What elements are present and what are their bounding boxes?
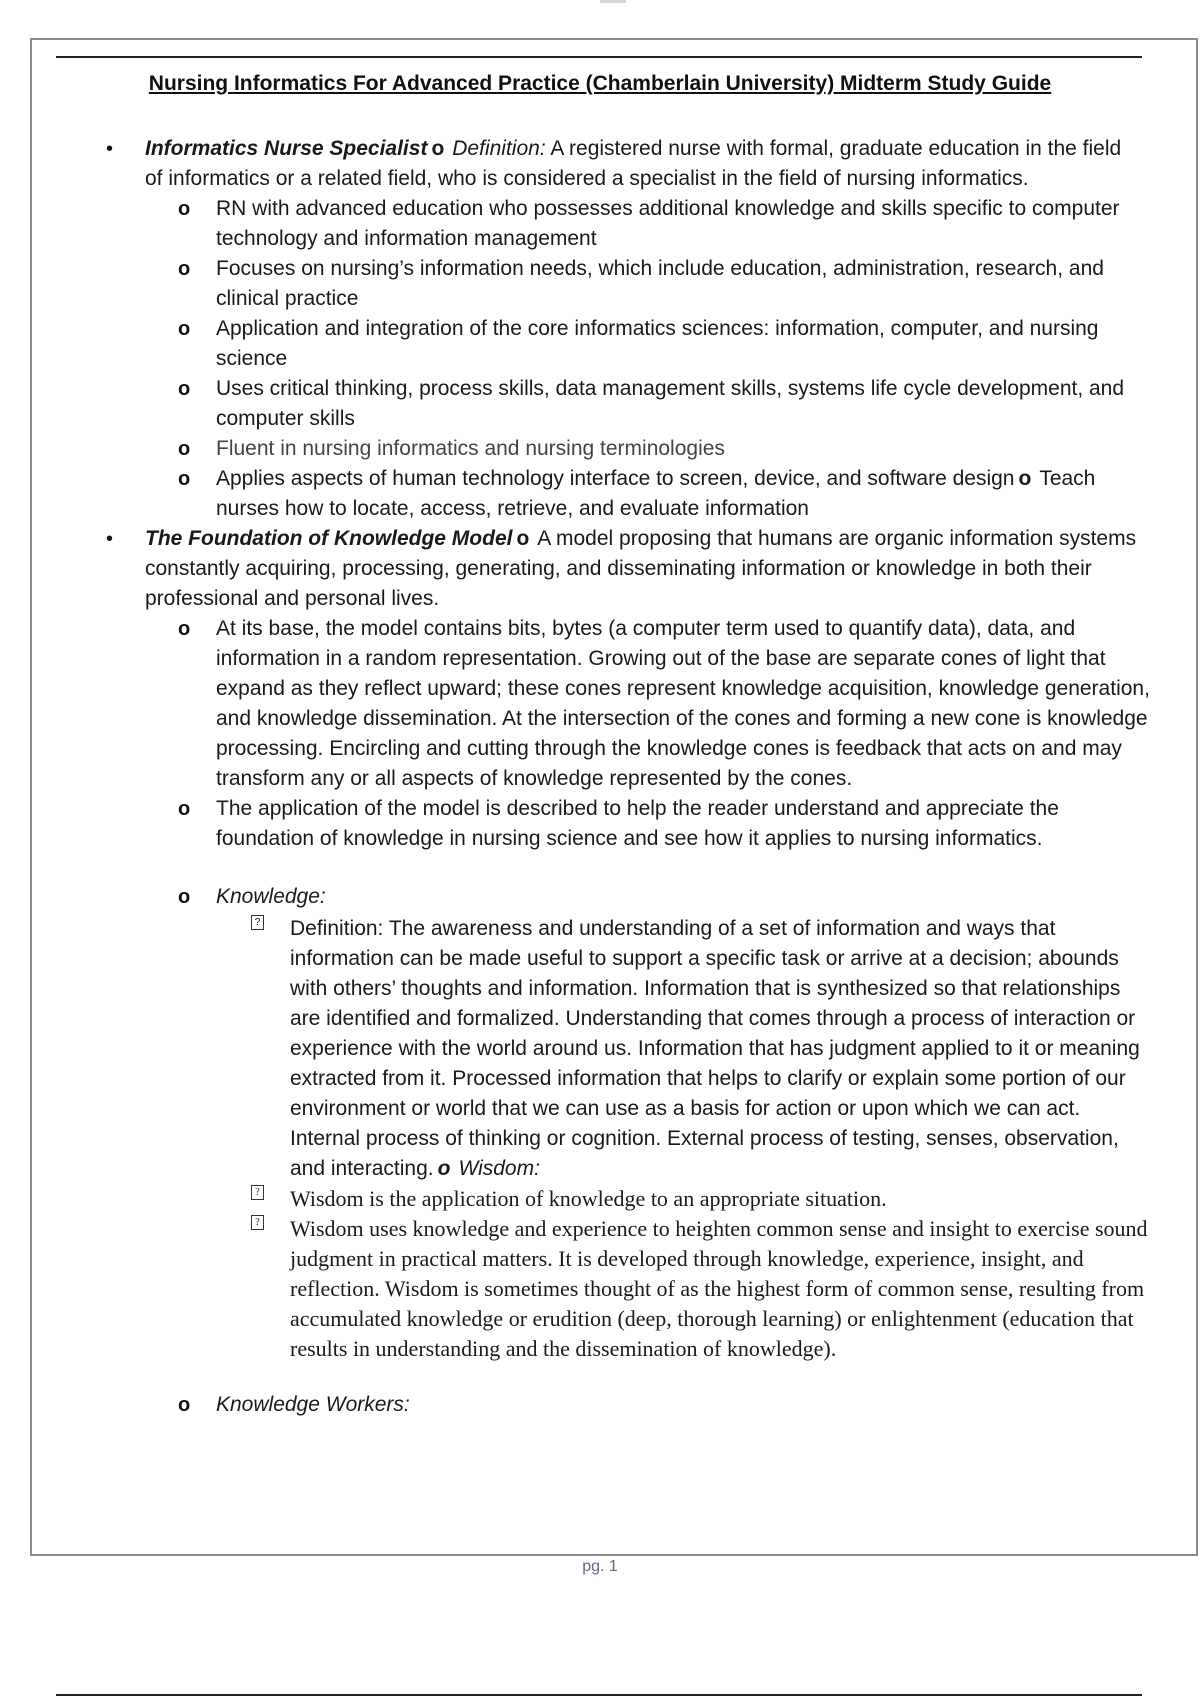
missing-glyph-icon: ? xyxy=(251,1185,264,1200)
bullet-circle: o xyxy=(431,137,445,160)
bullet-dot: • xyxy=(106,528,114,550)
section-heading: The Foundation of Knowledge Model xyxy=(145,527,513,550)
list-item xyxy=(0,434,1156,464)
wisdom-text: Wisdom is the application of knowledge to an appropriate situation. xyxy=(290,1186,887,1211)
list-item-text: The application of the model is described to help the reader understand and appreciate the foundation of knowledge in nursing science and see how it applies to nursing informatics. xyxy=(216,797,1059,850)
bullet-circle: o xyxy=(516,527,530,550)
list-item-text: At its base, the model contains bits, bytes (a computer term used to quantify data), data, and information in a random representation. Growing out of the base are separate cones of light that expand as they reflect upward; these cones represent knowledge acquisition, knowledge generation, and knowledge dissemination. At the intersection of the cones and forming a new cone is knowledge processing. Encircling and cutting through the knowledge cones is feedback that acts on and may transform any or all aspects of knowledge represented by the cones. xyxy=(216,617,1150,790)
list-item-text: Applies aspects of human technology interface to screen, device, and software design xyxy=(216,467,1015,490)
missing-glyph-icon: ? xyxy=(251,915,264,930)
knowledge-definition: Definition: The awareness and understanding of a set of information and ways that information can be made useful to support a specific task or arrive at a decision; abounds with others’ thoughts and information. Information that is synthesized so that relationships are identified and formalized. Understanding that comes through a process of interaction or experience with the world around us. Information that has judgment applied to it or meaning extracted from it. Processed information that helps to clarify or explain some portion of our environment or world that we can use as a basis for action or upon which we can act. Internal process of thinking or cognition. External process of testing, senses, observation, and interacting. xyxy=(290,917,1140,1180)
bullet-circle: o xyxy=(178,378,191,400)
bullet-circle: o xyxy=(1018,467,1032,490)
list-item xyxy=(0,614,1156,794)
subheading-knowledge: Knowledge: xyxy=(216,885,326,908)
list-item xyxy=(0,314,1156,374)
definition-text: A model proposing that humans are organic information systems constantly acquiring, processing, generating, and disseminating information or knowledge in both their professional and personal lives. xyxy=(145,527,1137,610)
bullet-circle: o xyxy=(178,468,191,490)
bullet-circle: o xyxy=(178,798,191,820)
list-item xyxy=(0,1214,1150,1364)
list-item xyxy=(0,194,1156,254)
bullet-circle: o xyxy=(178,618,191,640)
missing-glyph-icon: ? xyxy=(251,1215,264,1230)
list-item xyxy=(0,374,1156,434)
list-item xyxy=(0,914,1150,1184)
subheading-wisdom: Wisdom: xyxy=(458,1157,540,1180)
bullet-circle: o xyxy=(437,1157,451,1180)
bullet-circle: o xyxy=(178,438,191,460)
wisdom-text: Wisdom uses knowledge and experience to heighten common sense and insight to exercise sound judgment in practical matters. It is developed through knowledge, experience, insight, and reflection. Wisdom is sometimes thought of as the highest form of common sense, resulting from accumulated knowledge or erudition (deep, thorough learning) or enlightenment (education that results in understanding and the dissemination of knowledge). xyxy=(290,1216,1148,1361)
section-heading: Informatics Nurse Specialist xyxy=(145,137,428,160)
definition-label: Definition: xyxy=(452,137,546,160)
definition-text: A registered nurse with formal, graduate education in the field of informatics or a related field, who is considered a specialist in the field of nursing informatics. xyxy=(145,137,1122,190)
document-body xyxy=(0,134,1200,1420)
header-rule xyxy=(56,56,1142,58)
subheading-knowledge-workers: Knowledge Workers: xyxy=(216,1393,410,1416)
list-item-knowledge-workers xyxy=(0,1390,1156,1420)
list-item-knowledge xyxy=(0,882,1156,912)
list-item-text: RN with advanced education who possesses additional knowledge and skills specific to computer technology and information management xyxy=(216,197,1120,250)
bullet-circle: o xyxy=(178,886,191,908)
bullet-dot: • xyxy=(106,138,114,160)
bullet-circle: o xyxy=(178,318,191,340)
list-item-text: Teach nurses how to locate, access, retrieve, and evaluate information xyxy=(216,467,1096,520)
list-item xyxy=(0,464,1156,524)
page-number: pg. 1 xyxy=(582,1558,618,1575)
list-item xyxy=(0,794,1156,854)
document-title: Nursing Informatics For Advanced Practice (Chamberlain University) Midterm Study Guide xyxy=(148,72,1052,95)
next-page-rule xyxy=(56,1694,1142,1696)
list-item-text: Fluent in nursing informatics and nursing terminologies xyxy=(216,437,725,460)
list-item-text: Application and integration of the core informatics sciences: information, computer, and nursing science xyxy=(216,317,1099,370)
section-foundation-of-knowledge-model xyxy=(0,524,1140,614)
list-item-text: Uses critical thinking, process skills, data management skills, systems life cycle development, and computer skills xyxy=(216,377,1125,430)
bullet-circle: o xyxy=(178,198,191,220)
bullet-circle: o xyxy=(178,258,191,280)
spacer xyxy=(0,1364,1200,1390)
page-top-mark xyxy=(600,0,626,3)
list-item xyxy=(0,1184,1150,1214)
list-item xyxy=(0,254,1156,314)
bullet-circle: o xyxy=(178,1394,191,1416)
section-informatics-nurse-specialist xyxy=(0,134,1140,194)
list-item-text: Focuses on nursing’s information needs, which include education, administration, research, and clinical practice xyxy=(216,257,1104,310)
spacer xyxy=(0,854,1200,882)
